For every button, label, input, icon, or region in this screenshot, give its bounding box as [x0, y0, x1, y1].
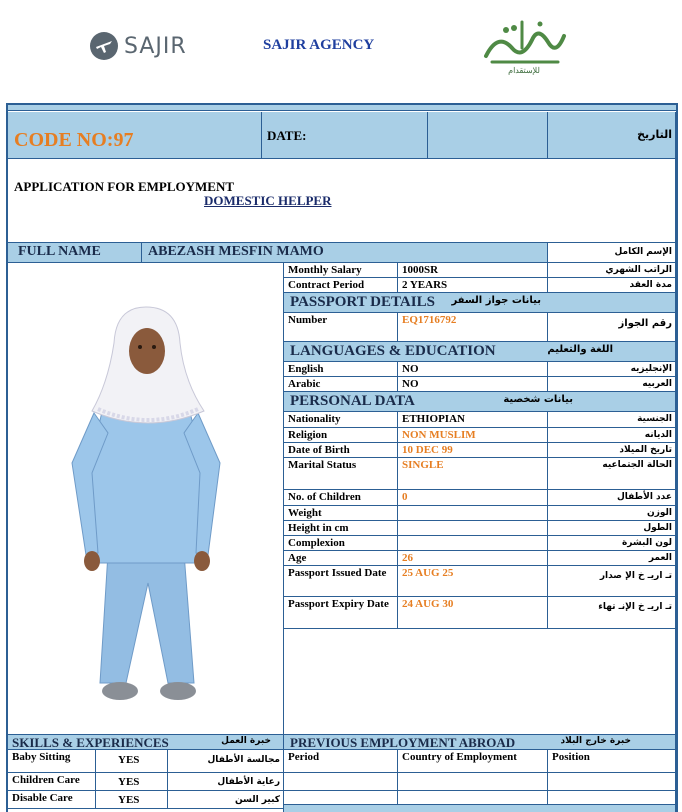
- height-label-cell: [284, 521, 398, 536]
- height-ar: الطول: [643, 523, 672, 533]
- nationality-ar: الجنسية: [637, 414, 672, 424]
- prev-period-header: Period: [288, 751, 320, 763]
- skill-baby-ar-cell: [168, 750, 284, 773]
- issued-label-cell: [284, 566, 398, 597]
- contract-value-cell: [398, 278, 548, 293]
- arabic-value-cell: [398, 377, 548, 392]
- agency-title: SAJIR AGENCY: [263, 37, 375, 53]
- weight-label-cell: [284, 506, 398, 521]
- skill-disable-value-cell: [96, 791, 168, 809]
- languages-section-title-ar: اللغة والتعليم: [547, 344, 613, 355]
- contract-label-cell: [284, 278, 398, 293]
- english-ar: الإنجليزيه: [630, 364, 672, 374]
- salary-ar-cell: [548, 263, 676, 278]
- english-value: NO: [402, 363, 419, 375]
- age-ar: العمر: [648, 553, 672, 563]
- passport-number-value-cell: [398, 313, 548, 342]
- arabic-calligraphy-logo: [478, 18, 570, 80]
- code-number: CODE NO:97: [14, 129, 134, 151]
- previous-section-header: [284, 735, 676, 750]
- marital-ar-cell: [548, 458, 676, 490]
- previous-section-title-ar: خبرة خارج البلاد: [560, 736, 631, 746]
- complexion-label: Complexion: [288, 537, 345, 549]
- contract-ar: مدة العقد: [629, 280, 672, 290]
- skill-children-label-cell: [8, 773, 96, 791]
- dob-ar: تاريخ الميلاد: [619, 445, 672, 455]
- salary-label: Monthly Salary: [288, 264, 362, 276]
- empty-notes-area: [284, 629, 676, 735]
- passport-number-ar-cell: [548, 313, 676, 342]
- date-value-cell: [428, 112, 548, 159]
- issued-value-cell: [398, 566, 548, 597]
- nationality-value-cell: [398, 412, 548, 428]
- dob-value-cell: [398, 443, 548, 458]
- full-name-label-cell: [8, 243, 142, 263]
- weight-value-cell: [398, 506, 548, 521]
- skills-section-title-ar: خبرة العمل: [221, 736, 271, 746]
- application-form: [6, 103, 678, 812]
- sajir-logo: [90, 32, 187, 60]
- age-value: 26: [402, 552, 413, 564]
- complexion-ar-cell: [548, 536, 676, 551]
- height-value-cell: [398, 521, 548, 536]
- complexion-label-cell: [284, 536, 398, 551]
- arabic-value: NO: [402, 378, 419, 390]
- prev-row-2-position: [548, 791, 676, 805]
- expiry-label-cell: [284, 597, 398, 629]
- skill-children-ar: رعاية الأطفال: [217, 777, 280, 787]
- children-ar: عدد الأطفال: [616, 492, 672, 502]
- age-ar-cell: [548, 551, 676, 566]
- nationality-value: ETHIOPIAN: [402, 413, 465, 425]
- date-ar-cell: [548, 112, 676, 159]
- nationality-label-cell: [284, 412, 398, 428]
- prev-country-cell: [398, 750, 548, 773]
- marital-ar: الحالة الجتماعيه: [602, 460, 672, 470]
- marital-value-cell: [398, 458, 548, 490]
- height-label: Height in cm: [288, 522, 349, 534]
- application-title-cell: [8, 159, 676, 243]
- prev-position-header: Position: [552, 751, 590, 763]
- full-name-value-cell: [142, 243, 548, 263]
- passport-number-label: Number: [288, 314, 328, 326]
- issued-ar: تـ اريـ خ الإ صدار: [599, 571, 672, 581]
- skill-baby-value-cell: [96, 750, 168, 773]
- prev-row-2-period: [284, 791, 398, 805]
- religion-value: NON MUSLIM: [402, 429, 476, 441]
- prev-row-2-country: [398, 791, 548, 805]
- skill-children-label: Children Care: [12, 774, 80, 786]
- contract-ar-cell: [548, 278, 676, 293]
- code-cell: [8, 112, 262, 159]
- skills-section-header: [8, 735, 284, 750]
- english-label-cell: [284, 362, 398, 377]
- salary-value: 1000SR: [402, 264, 439, 276]
- height-ar-cell: [548, 521, 676, 536]
- arabic-label-cell: [284, 377, 398, 392]
- arabic-logo-subtitle: للإستقدام: [508, 66, 540, 75]
- prev-row-1-position: [548, 773, 676, 791]
- marital-label: Marital Status: [288, 459, 357, 471]
- salary-label-cell: [284, 263, 398, 278]
- religion-label-cell: [284, 428, 398, 443]
- full-name-value: ABEZASH MESFIN MAMO: [148, 244, 324, 259]
- skill-disable-ar-cell: [168, 791, 284, 809]
- nationality-label: Nationality: [288, 413, 341, 425]
- skill-baby-ar: مجالسة الأطفال: [207, 755, 280, 765]
- weight-label: Weight: [288, 507, 322, 519]
- children-value: 0: [402, 491, 408, 503]
- prev-country-header: Country of Employment: [402, 751, 517, 763]
- children-value-cell: [398, 490, 548, 506]
- full-name-ar-cell: [548, 243, 676, 263]
- arabic-ar-cell: [548, 377, 676, 392]
- prev-position-cell: [548, 750, 676, 773]
- dob-label-cell: [284, 443, 398, 458]
- expiry-label: Passport Expiry Date: [288, 598, 389, 610]
- application-subtitle: DOMESTIC HELPER: [204, 193, 332, 208]
- full-name-label: FULL NAME: [18, 244, 101, 259]
- issued-ar-cell: [548, 566, 676, 597]
- arabic-ar: العربيه: [642, 379, 672, 389]
- passport-number-ar: رقم الجواز: [618, 318, 672, 329]
- religion-label: Religion: [288, 429, 328, 441]
- skill-children-value-cell: [96, 773, 168, 791]
- marital-label-cell: [284, 458, 398, 490]
- prev-row-1-country: [398, 773, 548, 791]
- brand-text: SAJIR: [124, 33, 187, 59]
- personal-section-header: [284, 392, 676, 412]
- languages-section-title: LANGUAGES & EDUCATION: [290, 343, 496, 359]
- date-label-ar: التاريخ: [637, 128, 672, 141]
- skill-disable-value: YES: [118, 794, 140, 806]
- applicant-photo-illustration: [8, 263, 284, 735]
- page-header: [0, 0, 682, 100]
- expiry-value-cell: [398, 597, 548, 629]
- contract-value: 2 YEARS: [402, 279, 448, 291]
- dob-value: 10 DEC 99: [402, 444, 453, 456]
- religion-value-cell: [398, 428, 548, 443]
- expiry-ar: تـ اريـ خ الإنـ تهاء: [598, 602, 672, 612]
- arabic-label: Arabic: [288, 378, 321, 390]
- english-label: English: [288, 363, 324, 375]
- children-label: No. of Children: [288, 491, 361, 503]
- marital-value: SINGLE: [402, 459, 444, 471]
- religion-ar-cell: [548, 428, 676, 443]
- weight-ar-cell: [548, 506, 676, 521]
- age-label: Age: [288, 552, 307, 564]
- applicant-photo: [8, 263, 284, 735]
- contract-label: Contract Period: [288, 279, 365, 291]
- english-value-cell: [398, 362, 548, 377]
- age-value-cell: [398, 551, 548, 566]
- languages-section-header: [284, 342, 676, 362]
- passport-section-title-ar: بيانات جواز السفر: [451, 295, 541, 306]
- salary-ar: الراتب الشهري: [605, 265, 672, 275]
- weight-ar: الوزن: [647, 508, 672, 518]
- skill-baby-label: Baby Sitting: [12, 751, 71, 763]
- skill-disable-label: Disable Care: [12, 792, 73, 804]
- passport-number-value: EQ1716792: [402, 314, 457, 326]
- dob-ar-cell: [548, 443, 676, 458]
- passport-section-header: [284, 293, 676, 313]
- skill-disable-label-cell: [8, 791, 96, 809]
- skill-children-ar-cell: [168, 773, 284, 791]
- nationality-ar-cell: [548, 412, 676, 428]
- complexion-value-cell: [398, 536, 548, 551]
- children-ar-cell: [548, 490, 676, 506]
- skill-baby-value: YES: [118, 754, 140, 766]
- expiry-value: 24 AUG 30: [402, 598, 454, 610]
- children-label-cell: [284, 490, 398, 506]
- personal-section-title-ar: بيانات شخصية: [503, 394, 573, 405]
- date-label: DATE:: [267, 128, 307, 143]
- application-title: APPLICATION FOR EMPLOYMENT: [14, 179, 235, 194]
- religion-ar: الديانه: [644, 430, 672, 440]
- salary-value-cell: [398, 263, 548, 278]
- prev-row-1-period: [284, 773, 398, 791]
- complexion-ar: لون البشرة: [621, 538, 672, 548]
- skill-children-value: YES: [118, 776, 140, 788]
- passport-section-title: PASSPORT DETAILS: [290, 294, 435, 310]
- date-label-cell: [262, 112, 428, 159]
- dob-label: Date of Birth: [288, 444, 350, 456]
- airplane-icon: [90, 32, 118, 60]
- personal-section-title: PERSONAL DATA: [290, 393, 415, 409]
- full-name-ar: الإسم الكامل: [614, 247, 672, 257]
- issued-value: 25 AUG 25: [402, 567, 454, 579]
- previous-section-title: PREVIOUS EMPLOYMENT ABROAD: [290, 735, 516, 750]
- skill-disable-ar: كبير السن: [234, 795, 280, 805]
- prev-period-cell: [284, 750, 398, 773]
- age-label-cell: [284, 551, 398, 566]
- top-band: [8, 105, 676, 111]
- skill-baby-label-cell: [8, 750, 96, 773]
- passport-number-label-cell: [284, 313, 398, 342]
- next-section-band: [284, 805, 676, 812]
- english-ar-cell: [548, 362, 676, 377]
- issued-label: Passport Issued Date: [288, 567, 387, 579]
- skills-section-title: SKILLS & EXPERIENCES: [12, 735, 169, 750]
- expiry-ar-cell: [548, 597, 676, 629]
